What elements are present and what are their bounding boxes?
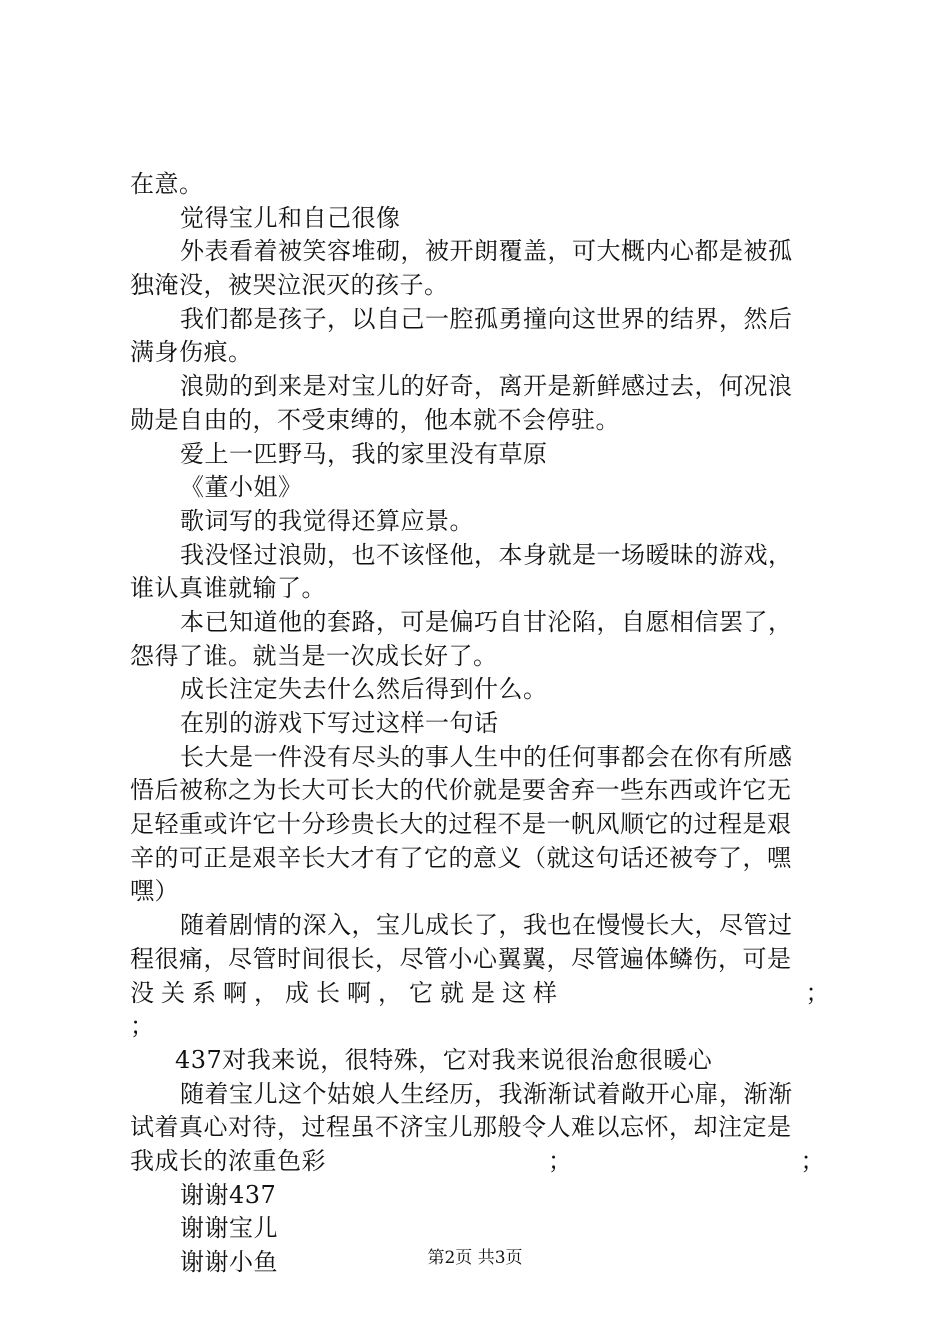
text-segment: ；	[548, 1146, 573, 1175]
text-line: 觉得宝儿和自己很像	[180, 203, 401, 232]
text-line: 勋是自由的，不受束缚的，他本就不会停驻。	[130, 405, 620, 434]
text-line: 辛的可正是艰辛长大才有了它的意义（就这句话还被夸了，嘿	[130, 843, 792, 872]
document-body	[130, 168, 830, 1280]
text-line: 随着剧情的深入，宝儿成长了，我也在慢慢长大，尽管过	[180, 911, 793, 940]
text-line: 谁认真谁就输了。	[130, 574, 326, 603]
text-line: 怨得了谁。就当是一次成长好了。	[130, 641, 498, 670]
text-segment: 没关系啊，成长啊，它就是这样	[130, 978, 564, 1007]
text-segment: ；	[800, 1146, 825, 1175]
text-line: 谢谢小鱼	[180, 1248, 278, 1276]
text-line: 437对我来说，很特殊，它对我来说很治愈很暖心	[175, 1045, 713, 1074]
text-line: ；	[130, 1012, 155, 1041]
text-line: 随着宝儿这个姑娘人生经历，我渐渐试着敞开心扉，渐渐	[180, 1079, 793, 1108]
text-line: 我没怪过浪勋，也不该怪他，本身就是一场暧昧的游戏，	[180, 540, 793, 569]
text-segment: 我成长的浓重色彩	[130, 1146, 326, 1175]
text-line: 《董小姐》	[180, 473, 303, 502]
text-line: 歌词写的我觉得还算应景。	[180, 506, 474, 535]
text-line	[130, 1145, 830, 1179]
text-line: 谢谢宝儿	[180, 1214, 278, 1243]
text-line: 在意。	[130, 170, 204, 198]
text-line: 在别的游戏下写过这样一句话	[180, 709, 499, 737]
text-line	[130, 977, 830, 1011]
page-footer: 第2页 共3页	[427, 1248, 523, 1268]
text-line: 本已知道他的套路，可是偏巧自甘沦陷，自愿相信罢了，	[180, 607, 793, 636]
text-line: 试着真心对待，过程虽不济宝儿那般令人难以忘怀，却注定是	[130, 1113, 792, 1142]
text-line: 程很痛，尽管时间很长，尽管小心翼翼，尽管遍体鳞伤，可是	[130, 944, 792, 973]
text-line: 爱上一匹野马，我的家里没有草原	[180, 439, 548, 468]
text-line: 长大是一件没有尽头的事人生中的任何事都会在你有所感	[180, 742, 793, 771]
text-segment: ；	[805, 978, 830, 1007]
text-line: 嘿）	[130, 877, 179, 906]
text-line: 足轻重或许它十分珍贵长大的过程不是一帆风顺它的过程是艰	[130, 810, 792, 839]
text-line: 满身伤痕。	[130, 338, 253, 367]
text-line: 谢谢437	[180, 1180, 277, 1209]
text-line: 外表看着被笑容堆砌，被开朗覆盖，可大概内心都是被孤	[180, 237, 793, 266]
text-line: 我们都是孩子，以自己一腔孤勇撞向这世界的结界，然后	[180, 304, 793, 333]
text-line: 成长注定失去什么然后得到什么。	[180, 675, 548, 704]
text-line: 浪勋的到来是对宝儿的好奇，离开是新鲜感过去，何况浪	[180, 372, 793, 401]
text-line: 悟后被称之为长大可长大的代价就是要舍弃一些东西或许它无	[130, 776, 792, 805]
text-line: 独淹没，被哭泣泯灭的孩子。	[130, 271, 449, 300]
